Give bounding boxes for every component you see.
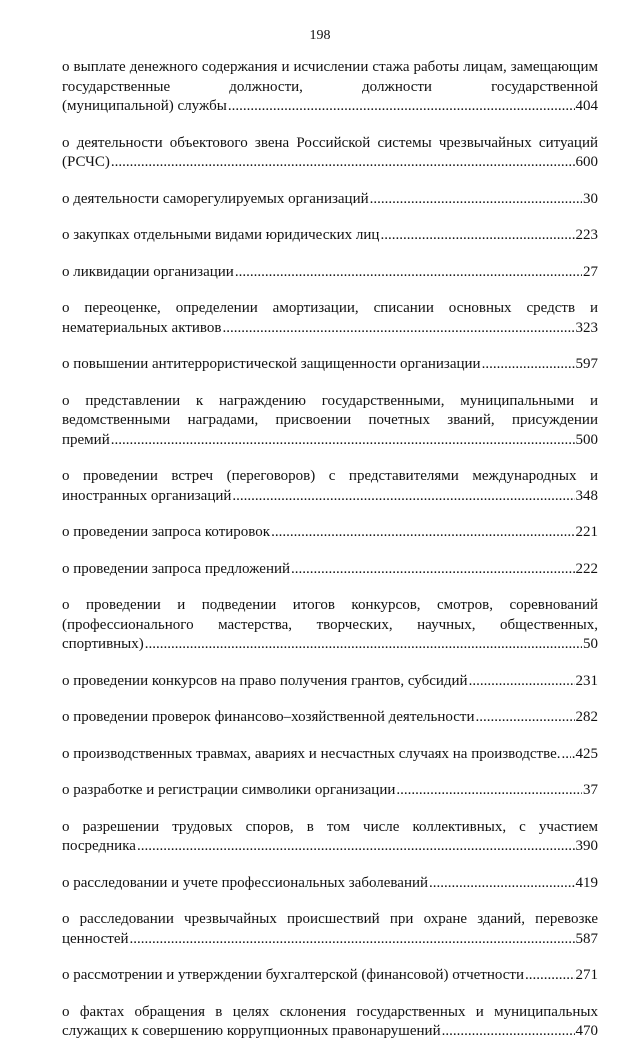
- page-reference: .425: [571, 745, 598, 762]
- index-entry: [62, 745, 598, 765]
- page-reference: 27: [583, 263, 598, 280]
- dot-leader: [130, 930, 575, 950]
- page-reference: 221: [575, 524, 598, 540]
- page-reference: 404: [575, 98, 598, 114]
- index-entry: [62, 781, 598, 801]
- entry-text: о представлении к награждению государственными, муниципальными и ведомственными наградами, присвоении почетных званий, присуждении: [62, 392, 598, 428]
- dot-leader: [429, 874, 574, 894]
- entry-text-tail: иностранных организаций: [62, 487, 232, 504]
- index-entry: [62, 1003, 598, 1042]
- index-entry: [62, 263, 598, 283]
- dot-leader: [482, 355, 575, 375]
- entry-last-line: [62, 966, 598, 986]
- dot-leader: [442, 1022, 575, 1042]
- dot-leader: [111, 431, 575, 451]
- dot-leader: [476, 708, 575, 728]
- entry-last-line: [62, 930, 598, 950]
- entry-last-line: [62, 781, 598, 801]
- page-reference: 419: [575, 874, 598, 891]
- page-reference: 222: [575, 560, 598, 577]
- page-reference: 37: [583, 782, 598, 798]
- entry-text-tail: ценностей: [62, 930, 129, 947]
- dot-leader: [145, 635, 582, 655]
- page-reference: 348: [575, 487, 598, 504]
- entry-text-tail: (муниципальной) службы: [62, 98, 227, 114]
- dot-leader: [137, 837, 575, 857]
- entry-last-line: [62, 226, 598, 246]
- index-entry: [62, 355, 598, 375]
- index-entry: [62, 910, 598, 949]
- dot-leader: [271, 523, 574, 543]
- entry-last-line: [62, 1022, 598, 1042]
- entry-text-tail: о рассмотрении и утверждении бухгалтерской (финансовой) отчетности: [62, 967, 524, 983]
- entry-last-line: [62, 263, 598, 283]
- entry-text-tail: о закупках отдельными видами юридических лиц: [62, 227, 380, 243]
- entry-text: о проведении и подведении итогов конкурсов, смотров, соревнований (профессионального мастерства, творческих, научных, общественных,: [62, 597, 598, 633]
- entry-last-line: [62, 190, 598, 210]
- dot-leader: [232, 487, 574, 507]
- dot-leader: [380, 226, 574, 246]
- entry-text-tail: о проведении запроса предложений: [62, 560, 291, 577]
- entry-last-line: [62, 319, 598, 339]
- entry-text-tail: о ликвидации организации: [62, 263, 234, 280]
- page-reference: 597: [575, 356, 598, 372]
- entry-last-line: [62, 523, 598, 543]
- index-entry: [62, 467, 598, 506]
- entry-last-line: [62, 672, 598, 692]
- entry-text: о деятельности объектового звена Российской системы чрезвычайных ситуаций: [62, 134, 598, 151]
- page-reference: 323: [575, 319, 598, 336]
- index-entry: [62, 596, 598, 655]
- entry-text: о разрешении трудовых споров, в том числе коллективных, с участием: [62, 818, 598, 835]
- dot-leader: [228, 97, 575, 117]
- entry-last-line: [62, 487, 598, 507]
- entry-text-tail: о разработке и регистрации символики организации: [62, 782, 396, 798]
- dot-leader: [469, 672, 575, 692]
- entry-text-tail: о деятельности саморегулируемых организаций: [62, 190, 369, 207]
- entry-text-tail: нематериальных активов: [62, 319, 222, 336]
- index-entry: [62, 134, 598, 173]
- index-entry: [62, 966, 598, 986]
- entry-text-tail: о проведении конкурсов на право получения грантов, субсидий: [62, 672, 468, 689]
- index-entries: [62, 58, 598, 1059]
- entry-text-tail: служащих к совершению коррупционных правонарушений: [62, 1023, 441, 1039]
- entry-last-line: [62, 837, 598, 857]
- entry-text-tail: о проведении запроса котировок: [62, 524, 271, 540]
- page-reference: 231: [575, 672, 598, 689]
- page-reference: 587: [575, 930, 598, 947]
- index-entry: [62, 226, 598, 246]
- entry-last-line: [62, 635, 598, 655]
- index-entry: [62, 560, 598, 580]
- dot-leader: [525, 966, 575, 986]
- entry-text-tail: о проведении проверок финансово–хозяйственной деятельности: [62, 709, 475, 725]
- dot-leader: [370, 190, 582, 210]
- entry-text-tail: о расследовании и учете профессиональных заболеваний: [62, 874, 429, 891]
- index-entry: [62, 672, 598, 692]
- dot-leader: [111, 153, 575, 173]
- page-reference: 390: [575, 838, 598, 854]
- dot-leader: [561, 745, 570, 765]
- entry-last-line: [62, 153, 598, 173]
- entry-text: о переоценке, определении амортизации, списании основных средств и: [62, 300, 598, 316]
- entry-last-line: [62, 745, 598, 765]
- index-entry: [62, 874, 598, 894]
- index-entry: [62, 190, 598, 210]
- page-reference: 500: [575, 431, 598, 448]
- entry-last-line: [62, 874, 598, 894]
- entry-text-tail: (РСЧС): [62, 154, 110, 170]
- entry-text-tail: посредника: [62, 838, 136, 854]
- entry-text: о расследовании чрезвычайных происшествий при охране зданий, перевозке: [62, 911, 598, 927]
- dot-leader: [396, 781, 582, 801]
- entry-text-tail: о производственных травмах, авариях и несчастных случаях на производстве.: [62, 745, 561, 762]
- entry-last-line: [62, 560, 598, 580]
- entry-last-line: [62, 708, 598, 728]
- page-reference: 271: [575, 967, 598, 983]
- dot-leader: [291, 560, 574, 580]
- index-entry: [62, 523, 598, 543]
- dot-leader: [235, 263, 582, 283]
- entry-text: о фактах обращения в целях склонения государственных и муниципальных: [62, 1003, 598, 1020]
- entry-last-line: [62, 431, 598, 451]
- dot-leader: [222, 319, 574, 339]
- entry-text-tail: премий: [62, 431, 110, 448]
- index-entry: [62, 818, 598, 857]
- page-reference: 470: [575, 1023, 598, 1039]
- index-entry: [62, 58, 598, 117]
- page-number: 198: [309, 28, 331, 43]
- page-reference: 600: [575, 154, 598, 170]
- page-reference: 282: [575, 709, 598, 725]
- page-reference: 30: [583, 190, 598, 207]
- entry-text: о выплате денежного содержания и исчислении стажа работы лицам, замещающим государственные должности, должности государственной: [62, 59, 598, 95]
- page-reference: 223: [575, 227, 598, 243]
- index-entry: [62, 708, 598, 728]
- entry-text: о проведении встреч (переговоров) с представителями международных и: [62, 468, 598, 484]
- index-entry: [62, 392, 598, 451]
- page-reference: 50: [583, 636, 598, 652]
- entry-last-line: [62, 97, 598, 117]
- entry-last-line: [62, 355, 598, 375]
- entry-text-tail: спортивных): [62, 636, 144, 652]
- index-entry: [62, 299, 598, 338]
- entry-text-tail: о повышении антитеррористической защищенности организации: [62, 356, 481, 372]
